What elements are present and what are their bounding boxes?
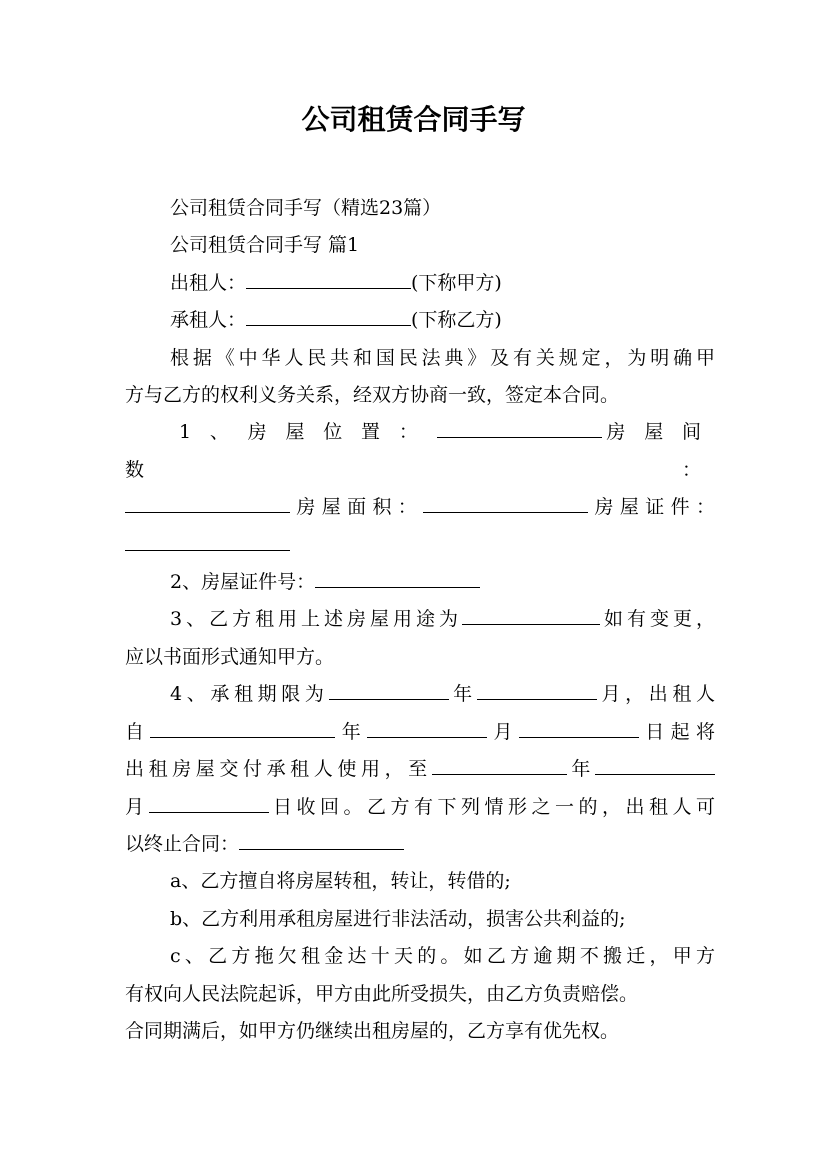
room-count-label: 房屋间数： (125, 421, 715, 481)
termination-label: 以终止合同： (125, 832, 240, 855)
clause-4-line-5 (125, 826, 715, 863)
from-month-label: 月 (487, 720, 519, 743)
condition-b: b、乙方利用承租房屋进行非法活动，损害公共利益的; (170, 907, 626, 930)
renewal-clause: 合同期满后，如甲方仍继续出租房屋的，乙方享有优先权。 (125, 1019, 620, 1042)
paragraph-subtitle: 公司租赁合同手写（精选23篇） (170, 197, 442, 219)
clause-1-line-2 (125, 489, 715, 526)
clause-4-line-3 (125, 751, 715, 788)
clause-3-line-2: 应以书面形式通知甲方。 (125, 645, 335, 668)
usage-label: 3、乙方租用上述房屋用途为 (170, 608, 463, 631)
from-year-blank (150, 736, 335, 738)
certificate-number-label: 2、房屋证件号： (170, 571, 316, 594)
term-label: 4、承租期限为 (170, 683, 329, 706)
from-label: 自 (125, 720, 151, 743)
lessee-blank (246, 324, 411, 326)
termination-blank (239, 848, 404, 850)
until-month-label: 月 (125, 795, 149, 818)
house-area-label: 房屋面积： (290, 496, 424, 519)
from-day-label: 日起将 (638, 720, 715, 743)
termination-intro: 日收回。乙方有下列情形之一的，出租人可 (268, 795, 715, 818)
room-count-blank (125, 511, 290, 513)
clause-2 (125, 564, 715, 601)
house-location-label: 1、房屋位置： (179, 421, 437, 444)
lessee-label: 承租人： (170, 309, 247, 332)
condition-a: a、乙方擅自将房屋转租，转让，转借的; (170, 870, 511, 893)
document-title: 公司租赁合同手写 (301, 103, 526, 136)
document-body (125, 190, 715, 1050)
house-location-blank (437, 436, 602, 438)
usage-change: 如有变更， (600, 608, 715, 631)
lessor-blank (246, 287, 411, 289)
clause-4-line-1 (125, 676, 715, 713)
house-certificate-label: 房屋证件： (588, 496, 715, 519)
clause-1-line-3 (125, 527, 715, 564)
from-month-blank (367, 736, 487, 738)
lessee-line (125, 302, 715, 339)
house-certificate-blank (125, 549, 290, 551)
term-month-blank (477, 698, 597, 700)
usage-blank (462, 623, 600, 625)
certificate-number-blank (315, 586, 480, 588)
lessor-label: 出租人： (170, 271, 247, 294)
month-lessor-label: 月，出租人 (596, 683, 715, 706)
clause-1-line-1 (125, 414, 715, 489)
house-area-blank (423, 511, 588, 513)
preamble-line-1: 根据《中华人民共和国民法典》及有关规定，为明确甲 (170, 346, 715, 369)
from-day-blank (519, 736, 639, 738)
condition-c-line-1: c、乙方拖欠租金达十天的。如乙方逾期不搬迁，甲方 (170, 945, 715, 968)
clause-3-line-1 (125, 601, 715, 638)
lessor-line (125, 265, 715, 302)
delivery-label: 出租房屋交付承租人使用，至 (125, 758, 432, 781)
from-year-label: 年 (335, 720, 368, 743)
until-day-blank (149, 811, 269, 813)
until-year-label: 年 (566, 758, 595, 781)
until-month-blank (595, 773, 715, 775)
term-year-blank (329, 698, 449, 700)
clause-4-line-4 (125, 789, 715, 826)
preamble-line-2: 方与乙方的权利义务关系，经双方协商一致，签定本合同。 (125, 384, 620, 407)
paragraph-section-heading: 公司租赁合同手写 篇1 (170, 234, 360, 257)
lessor-suffix: (下称甲方) (411, 271, 502, 294)
until-year-blank (432, 773, 567, 775)
condition-c-line-2: 有权向人民法院起诉，甲方由此所受损失，由乙方负责赔偿。 (125, 982, 639, 1005)
year-label: 年 (448, 683, 477, 706)
clause-4-line-2 (125, 714, 715, 751)
lessee-suffix: (下称乙方) (411, 309, 502, 332)
